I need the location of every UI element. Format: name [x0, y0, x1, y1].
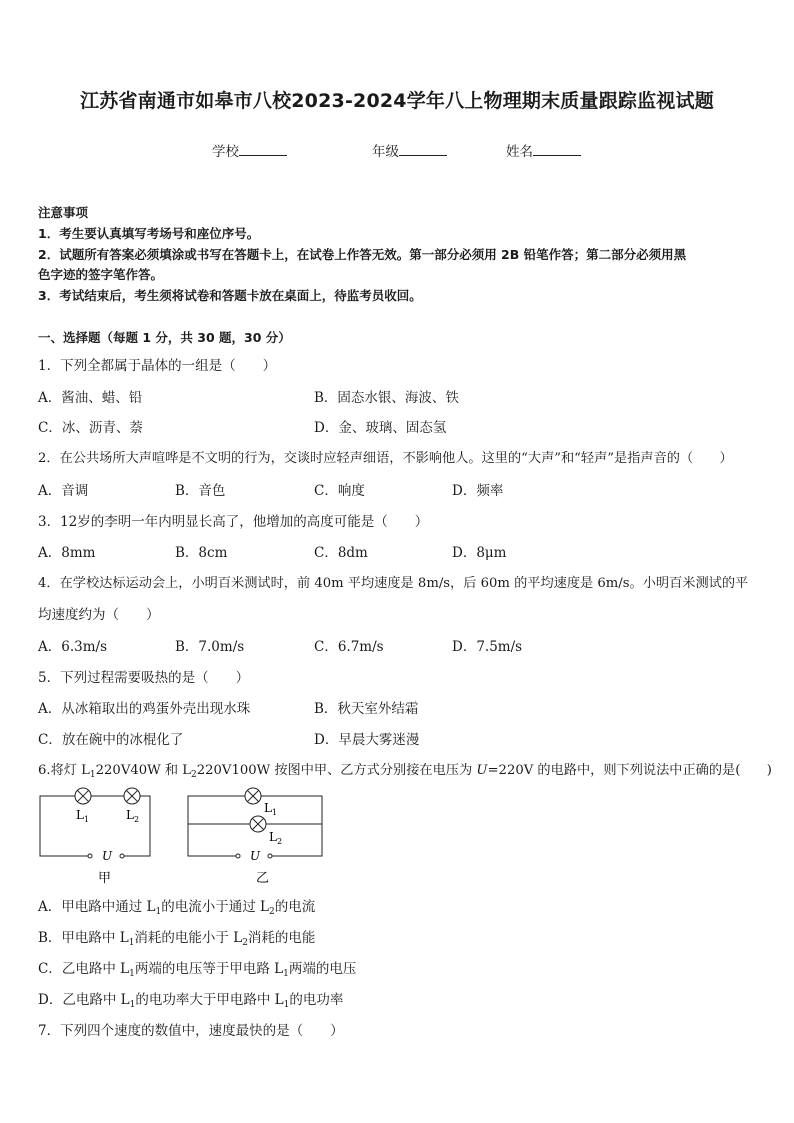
question-stem: 6.将灯 $L_1220V40W$ 和 $L_2220V100W$ 按图中甲、乙方式分别接在电压为 U=220V 的电路中，则下列说法中正确的是( ) — [38, 763, 772, 780]
question-stem: 2．在公共场所大声喧哗是不文明的行为，交谈时应轻声细语，不影响他人。这里的“大声”和“轻声”是指声音的（ ） — [38, 451, 733, 466]
name-blank — [533, 143, 581, 156]
option-b: B．甲电路中 $L_1$消耗的电能小于 $L_2$消耗的电能 — [38, 930, 316, 948]
school-label: 学校 — [212, 144, 239, 160]
option-b: B．7.0m/s — [175, 639, 245, 655]
circuit-diagram-yi — [186, 786, 336, 886]
lamp-label-l1: $L_1$ — [76, 808, 90, 824]
option-c: C．放在碗中的冰棍化了 — [38, 732, 184, 748]
option-d: D．8μm — [452, 545, 507, 561]
option-a: A．甲电路中通过 $L_1$的电流小于通过 $L_2$的电流 — [38, 899, 316, 917]
option-a: A．音调 — [38, 483, 89, 499]
option-a: A．6.3m/s — [38, 639, 107, 655]
option-a: A．8mm — [38, 545, 96, 561]
option-c: C．6.7m/s — [314, 639, 384, 655]
notice-item: 1．考生要认真填写考场号和座位序号。 — [38, 226, 260, 241]
option-c: C．乙电路中 $L_1$两端的电压等于甲电路 $L_1$两端的电压 — [38, 961, 357, 979]
grade-blank — [399, 143, 447, 156]
lamp-icon — [245, 788, 261, 804]
circuit-diagram-jia — [38, 786, 178, 886]
notice-item: 2．试题所有答案必须填涂或书写在答题卡上，在试卷上作答无效。第一部分必须用 2B 铅笔作答；第二部分必须用黑 — [38, 247, 687, 262]
lamp-label-l2: $L_2$ — [269, 830, 283, 846]
question-stem: 1．下列全都属于晶体的一组是（ ） — [38, 358, 277, 374]
question-stem: 7．下列四个速度的数值中，速度最快的是（ ） — [38, 1023, 344, 1039]
school-field — [212, 140, 287, 160]
section-heading: 一、选择题（每题 1 分，共 30 题，30 分） — [38, 330, 291, 345]
option-c: C．冰、沥青、萘 — [38, 420, 143, 436]
option-d: D．乙电路中 $L_1$的电功率大于甲电路中 $L_1$的电功率 — [38, 992, 344, 1010]
question-stem: 5．下列过程需要吸热的是（ ） — [38, 670, 250, 686]
option-d: D．频率 — [452, 483, 504, 499]
lamp-icon — [124, 788, 140, 804]
option-d: D．早晨大雾迷漫 — [314, 732, 420, 748]
option-d: D．7.5m/s — [452, 639, 523, 655]
school-blank — [239, 143, 287, 156]
option-c: C．响度 — [314, 483, 365, 499]
question-stem: 3．12岁的李明一年内明显长高了，他增加的高度可能是（ ） — [38, 514, 429, 530]
option-d: D．金、玻璃、固态氢 — [314, 420, 447, 436]
lamp-icon — [75, 788, 91, 804]
question-stem-cont: 均速度约为（ ） — [38, 607, 160, 623]
figure-label-yi: 乙 — [256, 871, 270, 886]
grade-field — [372, 140, 447, 160]
option-b: B．固态水银、海波、铁 — [314, 390, 459, 406]
name-field — [506, 140, 581, 160]
notice-item: 色字迹的签字笔作答。 — [38, 267, 164, 282]
option-c: C．8dm — [314, 545, 368, 561]
notice-item: 3．考试结束后，考生须将试卷和答题卡放在桌面上，待监考员收回。 — [38, 288, 422, 303]
page-title: 江苏省南通市如皋市八校2023-2024学年八上物理期末质量跟踪监视试题 — [80, 90, 714, 112]
notice-heading: 注意事项 — [38, 205, 89, 220]
option-b: B．秋天室外结霜 — [314, 701, 419, 717]
voltage-label: U — [250, 849, 261, 863]
lamp-icon — [250, 816, 266, 832]
option-a: A．从冰箱取出的鸡蛋外壳出现水珠 — [38, 701, 251, 717]
grade-label: 年级 — [372, 144, 399, 160]
voltage-label: U — [102, 849, 113, 863]
option-b: B．音色 — [175, 483, 226, 499]
lamp-label-l2: $L_2$ — [126, 808, 140, 824]
option-b: B．8cm — [175, 545, 228, 561]
option-a: A．酱油、蜡、铅 — [38, 390, 143, 406]
question-stem: 4．在学校达标运动会上，小明百米测试时，前 40m 平均速度是 8m/s，后 60m 的平均速度是 6m/s。小明百米测试的平 — [38, 576, 749, 591]
lamp-label-l1: $L_1$ — [264, 801, 278, 817]
figure-label-jia: 甲 — [98, 871, 112, 886]
name-label: 姓名 — [506, 144, 533, 160]
